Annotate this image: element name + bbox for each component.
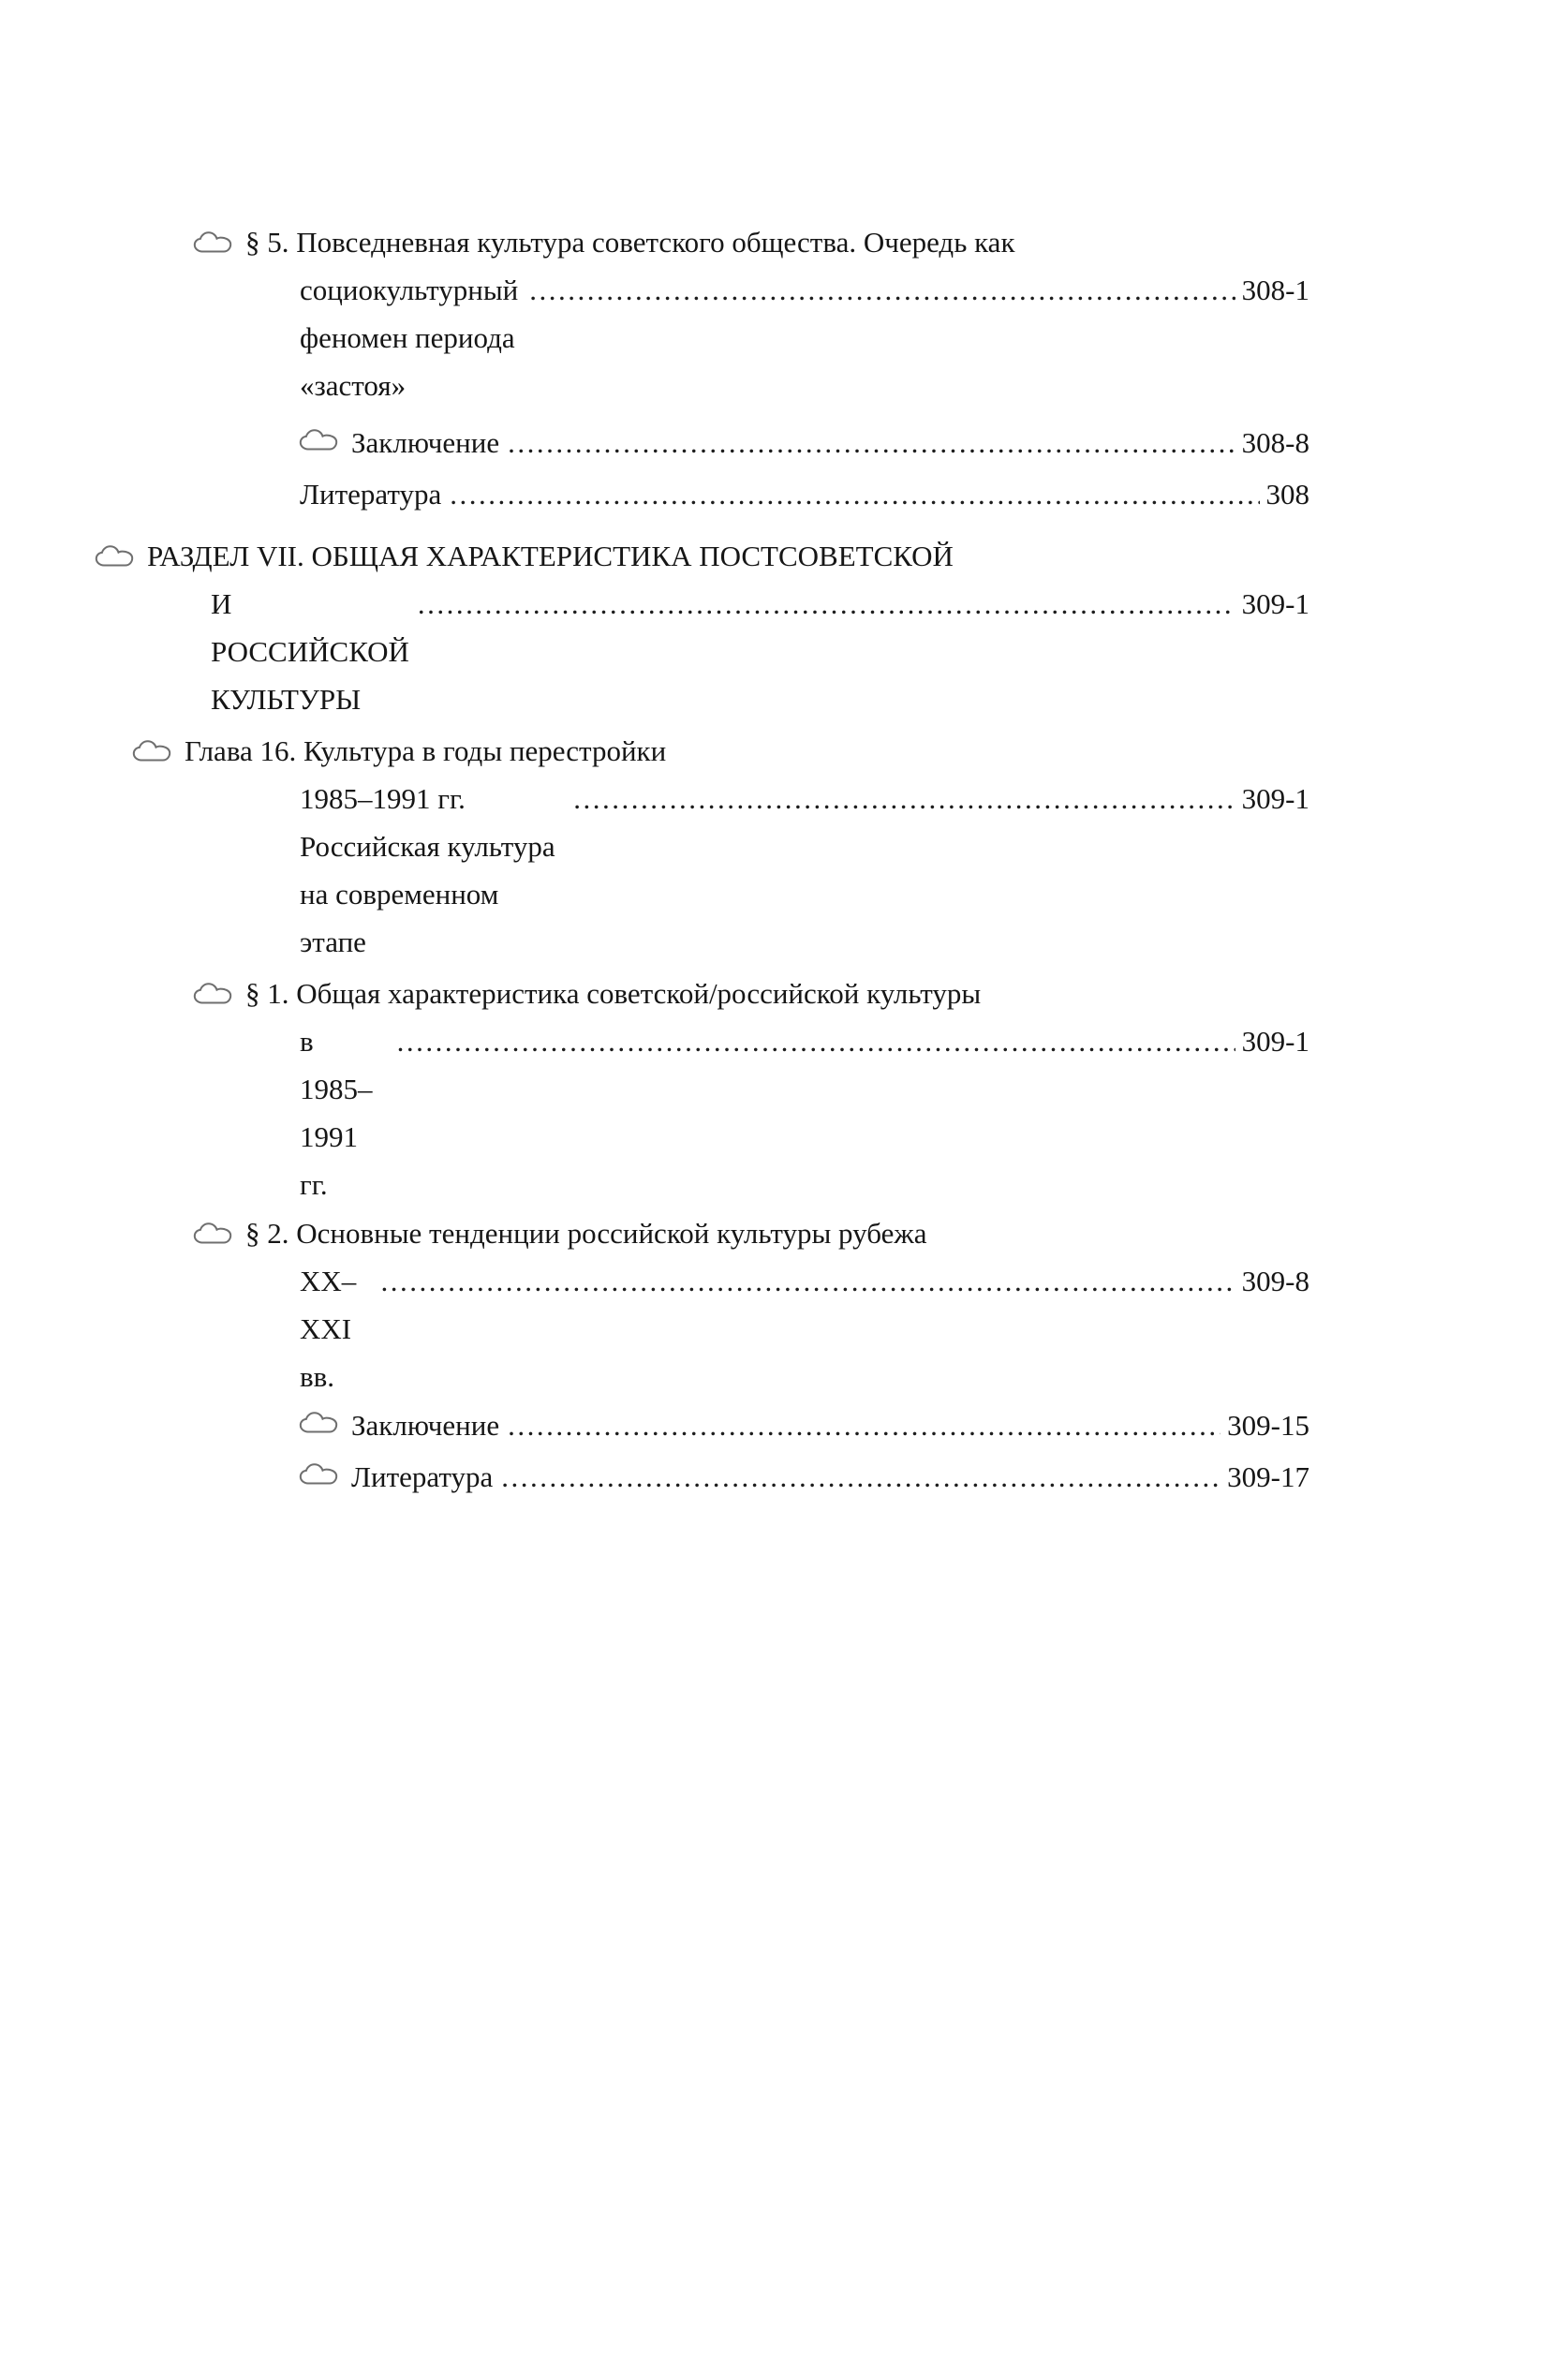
toc-page-number: 308-1 xyxy=(1241,274,1309,306)
cloud-annotation-icon xyxy=(131,739,172,763)
toc-entry-title: РАЗДЕЛ VII. ОБЩАЯ ХАРАКТЕРИСТИКА ПОСТСОВЕТСКОЙ xyxy=(147,540,954,572)
cloud-annotation-icon xyxy=(192,230,233,255)
toc-entry-line1 xyxy=(298,1453,1309,1501)
toc-entry xyxy=(94,1401,1309,1449)
toc-entry-line1 xyxy=(192,1209,1309,1257)
toc-entry xyxy=(94,218,1309,409)
toc-page-number: 309-15 xyxy=(1227,1409,1309,1442)
table-of-contents xyxy=(94,218,1309,1507)
toc-entry-line1 xyxy=(192,970,1309,1017)
toc-entry xyxy=(94,419,1309,467)
toc-page-number: 308 xyxy=(1265,478,1309,511)
toc-entry-title: Литература xyxy=(300,478,442,511)
dot-leader xyxy=(418,580,1235,628)
cloud-annotation-icon xyxy=(192,982,233,1006)
toc-entry-line2 xyxy=(300,266,1309,409)
toc-entry-title: § 2. Основные тенденции российской культуры рубежа xyxy=(245,1217,927,1250)
toc-entry xyxy=(94,470,1309,518)
toc-entry-line1 xyxy=(298,1401,1309,1449)
cloud-annotation-icon xyxy=(94,544,135,569)
dot-leader xyxy=(450,470,1259,518)
toc-entry-title: Глава 16. Культура в годы перестройки xyxy=(185,734,667,767)
toc-entry-line2 xyxy=(300,1257,1309,1400)
toc-entry xyxy=(94,1209,1309,1400)
toc-page-number: 309-8 xyxy=(1241,1265,1309,1297)
toc-entry-title: Литература xyxy=(351,1460,494,1493)
cloud-annotation-icon xyxy=(192,1222,233,1246)
toc-entry-title-continuation: И РОССИЙСКОЙ КУЛЬТУРЫ xyxy=(211,587,409,716)
dot-leader xyxy=(380,1257,1235,1305)
toc-page-number: 308-8 xyxy=(1241,426,1309,459)
toc-entry xyxy=(94,970,1309,1208)
toc-entry-line2 xyxy=(300,775,1309,966)
toc-entry-title: Заключение xyxy=(351,426,500,459)
toc-entry-title-continuation: в 1985–1991 гг. xyxy=(300,1025,373,1201)
toc-entry-line2 xyxy=(211,580,1309,723)
dot-leader xyxy=(529,266,1235,314)
dot-leader xyxy=(508,419,1235,467)
toc-page-number: 309-1 xyxy=(1241,1025,1309,1058)
toc-entry-title-continuation: социокультурный феномен периода «застоя» xyxy=(300,274,519,402)
dot-leader xyxy=(573,775,1235,822)
toc-page-number: 309-1 xyxy=(1241,782,1309,815)
cloud-annotation-icon xyxy=(298,428,339,452)
toc-entry xyxy=(94,727,1309,966)
dot-leader xyxy=(397,1017,1235,1065)
toc-page-number: 309-17 xyxy=(1227,1460,1309,1493)
toc-entry xyxy=(94,532,1309,723)
toc-entry-line1 xyxy=(131,727,1309,775)
toc-entry-line1 xyxy=(94,532,1309,580)
toc-entry-title: § 1. Общая характеристика советской/российской культуры xyxy=(245,977,982,1010)
toc-entry-line1 xyxy=(300,470,1309,518)
dot-leader xyxy=(508,1401,1220,1449)
toc-entry-title-continuation: 1985–1991 гг. Российская культура на современном этапе xyxy=(300,782,555,958)
toc-page-number: 309-1 xyxy=(1241,587,1309,620)
cloud-annotation-icon xyxy=(298,1411,339,1435)
dot-leader xyxy=(501,1453,1220,1501)
toc-entry-line2 xyxy=(300,1017,1309,1208)
toc-entry-line1 xyxy=(298,419,1309,467)
toc-entry-title: Заключение xyxy=(351,1409,500,1442)
cloud-annotation-icon xyxy=(298,1462,339,1487)
toc-entry-line1 xyxy=(192,218,1309,266)
toc-entry-title: § 5. Повседневная культура советского общества. Очередь как xyxy=(245,226,1015,259)
toc-entry xyxy=(94,1453,1309,1501)
toc-entry-title-continuation: XX–XXI вв. xyxy=(300,1265,357,1393)
